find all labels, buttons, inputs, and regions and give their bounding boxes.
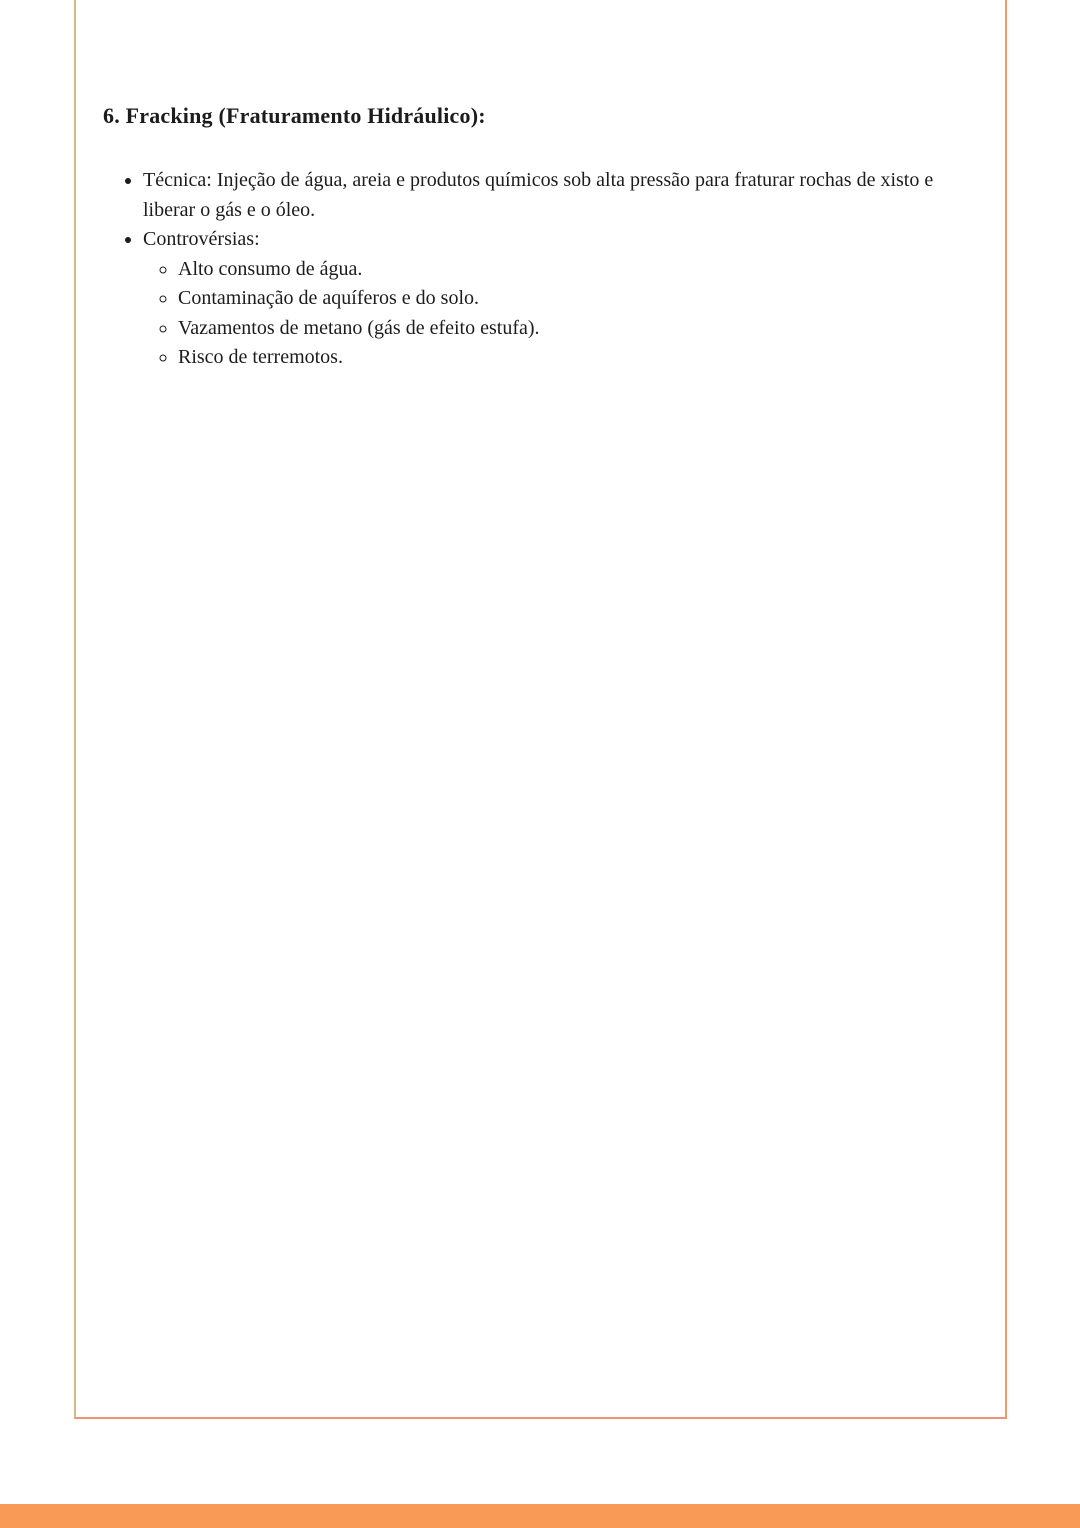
bullet-list <box>76 166 1005 373</box>
section-heading: 6. Fracking (Fraturamento Hidráulico): <box>103 103 486 128</box>
sub-list-item-earthquakes: ◦ Risco de terremotos. <box>178 343 968 373</box>
list-item-controversies <box>143 225 968 373</box>
list-item-technique: • Técnica: Injeção de água, areia e produtos químicos sob alta pressão para fraturar rochas de xisto e liberar o gás e o óleo. <box>143 166 968 225</box>
sub-list-item-methane: ◦ Vazamentos de metano (gás de efeito estufa). <box>178 314 968 344</box>
sub-list-item-water: ◦ Alto consumo de água. <box>178 255 968 285</box>
controversies-label: Controvérsias: <box>143 228 260 250</box>
footer-accent-bar <box>0 1504 1080 1528</box>
content-frame <box>74 0 1007 1419</box>
sub-list-item-contamination: ◦ Contaminação de aquíferos e do solo. <box>178 284 968 314</box>
sub-bullet-list <box>143 255 968 373</box>
